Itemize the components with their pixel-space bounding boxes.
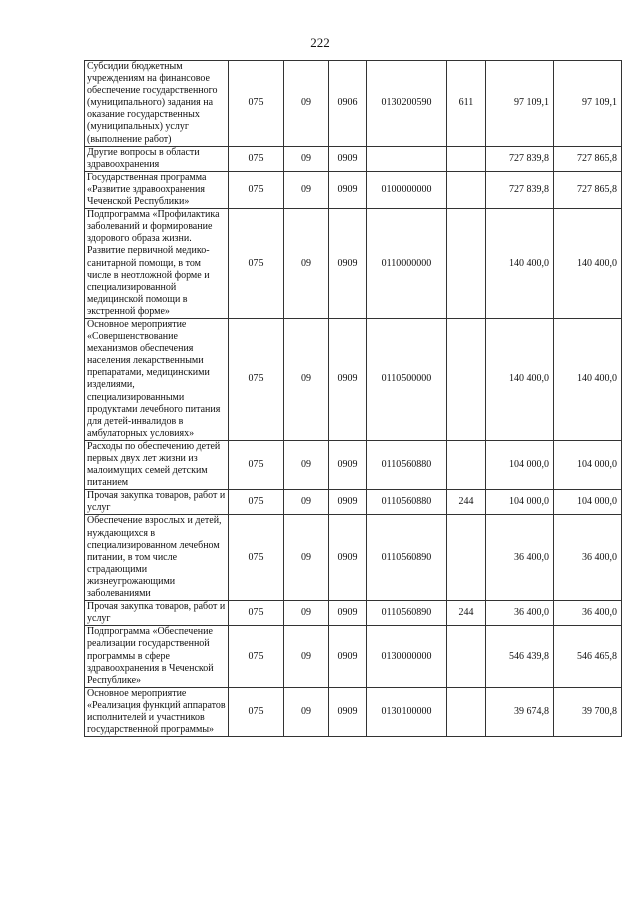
target-article-cell: 0110000000 [367,209,447,319]
subsection-code-cell: 0909 [329,146,367,171]
amount-year1-cell: 36 400,0 [486,515,554,601]
target-article-cell: 0130000000 [367,626,447,687]
section-code-cell: 09 [284,626,329,687]
ministry-code-cell: 075 [229,146,284,171]
expense-type-cell [447,209,486,319]
target-article-cell: 0110500000 [367,318,447,440]
amount-year2-cell: 36 400,0 [554,601,622,626]
expense-type-cell [447,515,486,601]
target-article-cell: 0110560880 [367,440,447,489]
amount-year2-cell: 36 400,0 [554,515,622,601]
section-code-cell: 09 [284,171,329,208]
row-name-cell: Субсидии бюджетным учреждениям на финансовое обеспечение государственного (муниципального) задания на оказание государственных (муниципальных) услуг (выполнение работ) [85,61,229,147]
target-article-cell [367,146,447,171]
target-article-cell: 0130100000 [367,687,447,736]
table-row [85,146,622,171]
amount-year1-cell: 140 400,0 [486,209,554,319]
section-code-cell: 09 [284,209,329,319]
amount-year2-cell: 104 000,0 [554,440,622,489]
row-name-cell: Основное мероприятие «Реализация функций аппаратов исполнителей и участников государственной программы» [85,687,229,736]
amount-year1-cell: 36 400,0 [486,601,554,626]
subsection-code-cell: 0909 [329,490,367,515]
amount-year1-cell: 104 000,0 [486,440,554,489]
amount-year2-cell: 727 865,8 [554,146,622,171]
expense-type-cell: 244 [447,490,486,515]
table-row [85,171,622,208]
target-article-cell: 0110560880 [367,490,447,515]
row-name-cell: Другие вопросы в области здравоохранения [85,146,229,171]
table-row [85,318,622,440]
amount-year1-cell: 39 674,8 [486,687,554,736]
amount-year1-cell: 140 400,0 [486,318,554,440]
table-row [85,209,622,319]
row-name-cell: Подпрограмма «Профилактика заболеваний и формирование здорового образа жизни. Развитие первичной медико-санитарной помощи, в том числе в неотложной форме и специализированной медицинской помощи в экстренной форме» [85,209,229,319]
section-code-cell: 09 [284,490,329,515]
ministry-code-cell: 075 [229,687,284,736]
amount-year1-cell: 727 839,8 [486,171,554,208]
target-article-cell: 0130200590 [367,61,447,147]
row-name-cell: Подпрограмма «Обеспечение реализации государственной программы в сфере здравоохранения в Чеченской Республике» [85,626,229,687]
table-row [85,490,622,515]
row-name-cell: Прочая закупка товаров, работ и услуг [85,490,229,515]
target-article-cell: 0110560890 [367,515,447,601]
budget-table [84,60,622,737]
ministry-code-cell: 075 [229,209,284,319]
amount-year2-cell: 140 400,0 [554,209,622,319]
table-row [85,61,622,147]
ministry-code-cell: 075 [229,440,284,489]
table-row [85,440,622,489]
expense-type-cell [447,626,486,687]
ministry-code-cell: 075 [229,515,284,601]
section-code-cell: 09 [284,440,329,489]
ministry-code-cell: 075 [229,490,284,515]
table-body [85,61,622,737]
amount-year1-cell: 97 109,1 [486,61,554,147]
section-code-cell: 09 [284,61,329,147]
table-row [85,601,622,626]
subsection-code-cell: 0906 [329,61,367,147]
row-name-cell: Государственная программа «Развитие здравоохранения Чеченской Республики» [85,171,229,208]
target-article-cell: 0110560890 [367,601,447,626]
amount-year1-cell: 727 839,8 [486,146,554,171]
subsection-code-cell: 0909 [329,515,367,601]
subsection-code-cell: 0909 [329,601,367,626]
table-row [85,515,622,601]
subsection-code-cell: 0909 [329,626,367,687]
ministry-code-cell: 075 [229,626,284,687]
subsection-code-cell: 0909 [329,171,367,208]
amount-year2-cell: 140 400,0 [554,318,622,440]
section-code-cell: 09 [284,146,329,171]
expense-type-cell [447,318,486,440]
expense-type-cell [447,171,486,208]
target-article-cell: 0100000000 [367,171,447,208]
subsection-code-cell: 0909 [329,687,367,736]
amount-year2-cell: 104 000,0 [554,490,622,515]
ministry-code-cell: 075 [229,601,284,626]
expense-type-cell [447,687,486,736]
table-row [85,626,622,687]
amount-year1-cell: 104 000,0 [486,490,554,515]
section-code-cell: 09 [284,515,329,601]
expense-type-cell: 611 [447,61,486,147]
subsection-code-cell: 0909 [329,440,367,489]
section-code-cell: 09 [284,318,329,440]
subsection-code-cell: 0909 [329,209,367,319]
row-name-cell: Расходы по обеспечению детей первых двух лет жизни из малоимущих семей детским питанием [85,440,229,489]
expense-type-cell [447,146,486,171]
table-row [85,687,622,736]
section-code-cell: 09 [284,601,329,626]
amount-year2-cell: 97 109,1 [554,61,622,147]
ministry-code-cell: 075 [229,318,284,440]
amount-year2-cell: 546 465,8 [554,626,622,687]
amount-year2-cell: 727 865,8 [554,171,622,208]
amount-year2-cell: 39 700,8 [554,687,622,736]
amount-year1-cell: 546 439,8 [486,626,554,687]
row-name-cell: Прочая закупка товаров, работ и услуг [85,601,229,626]
page-number: 222 [310,35,330,50]
row-name-cell: Основное мероприятие «Совершенствование механизмов обеспечения населения лекарственными препаратами, медицинскими изделиями, специализированными продуктами лечебного питания для детей-инвалидов в амбулаторных условиях» [85,318,229,440]
ministry-code-cell: 075 [229,61,284,147]
subsection-code-cell: 0909 [329,318,367,440]
row-name-cell: Обеспечение взрослых и детей, нуждающихся в специализированном лечебном питании, в том числе страдающими жизнеугрожающими заболеваниями [85,515,229,601]
expense-type-cell: 244 [447,601,486,626]
section-code-cell: 09 [284,687,329,736]
ministry-code-cell: 075 [229,171,284,208]
expense-type-cell [447,440,486,489]
